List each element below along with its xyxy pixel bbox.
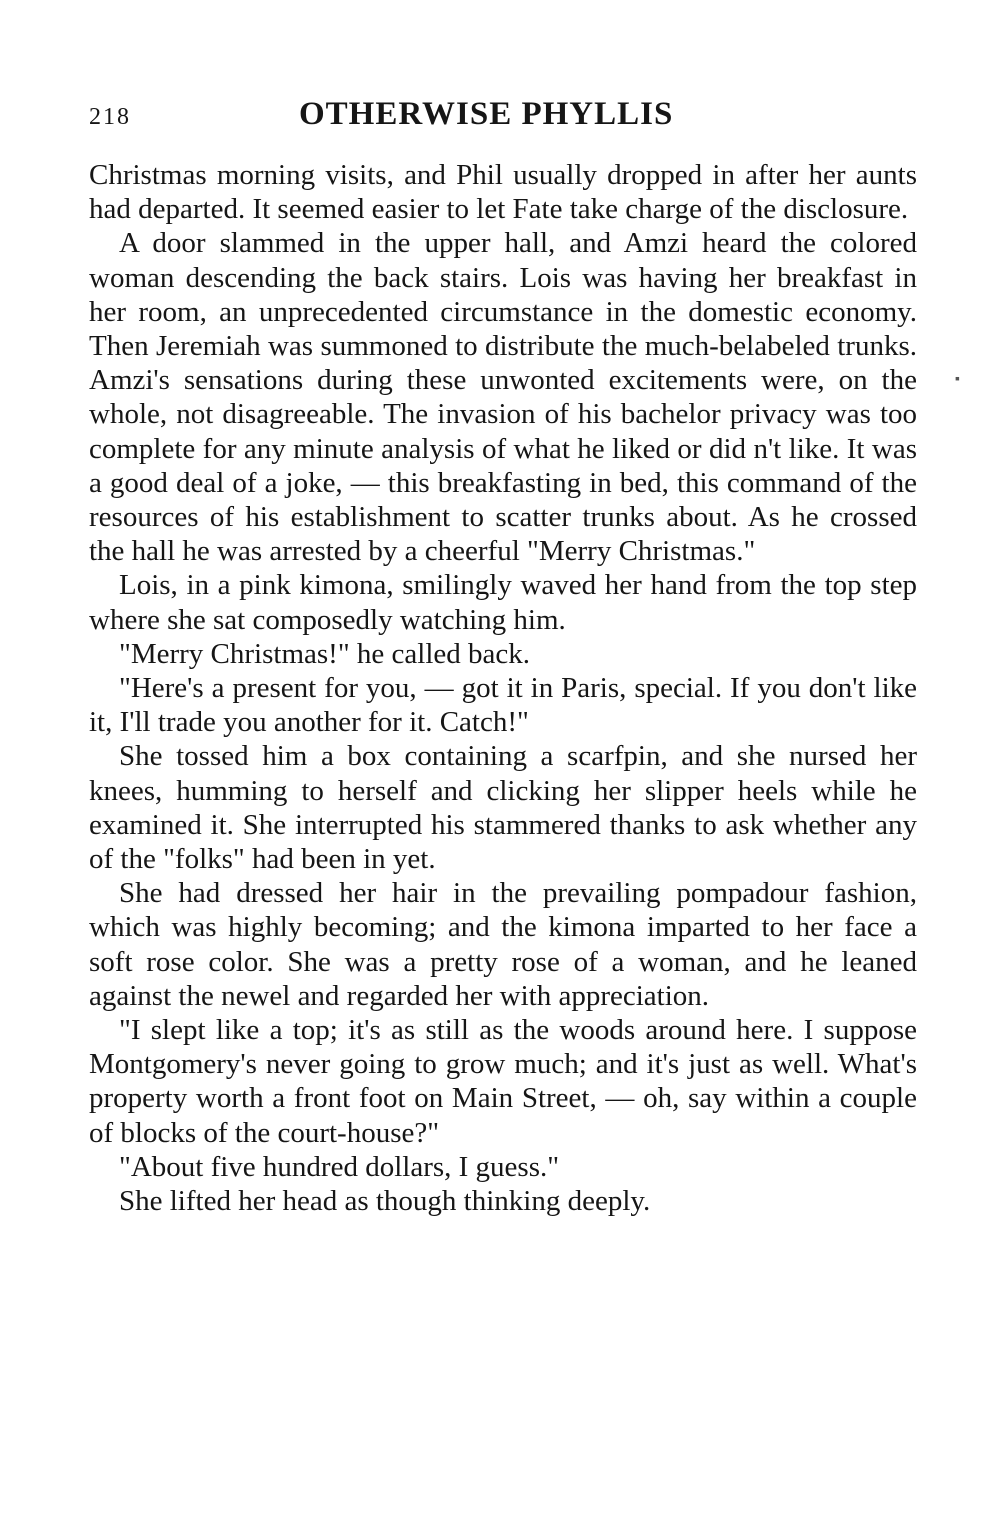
scan-speck: ▪ [955,372,960,387]
paragraph: "About five hundred dollars, I guess." [119,1150,560,1183]
paragraph: A door slammed in the upper hall, and Amzi heard the colored woman descending the back stairs. Lois was having her breakfast in her room, an unprecedented circumstance in the domestic economy. Then Jeremiah was summoned to distribute the much-belabeled trunks. Amzi's sensations during these unwonted excitements were, on the whole, not disagreeable. The invasion of his bachelor privacy was too complete for any minute analysis of what he liked or did n't like. It was a good deal of a joke, — this breakfasting in bed, this command of the resources of his establishment to scatter trunks about. As he crossed the hall he was arrested by a cheerful "Merry Christmas." [89,227,917,568]
paragraph: She tossed him a box containing a scarfpin, and she nursed her knees, humming to herself and clicking her slipper heels while he examined it. She interrupted his stammered thanks to ask whether any of the "folks" had been in yet. [89,740,917,876]
paragraph: She had dressed her hair in the prevailing pompadour fashion, which was highly becoming; and the kimona imparted to her face a soft rose color. She was a pretty rose of a woman, and he leaned against the newel and regarded her with appreciation. [89,877,917,1012]
paragraph: "Merry Christmas!" he called back. [119,637,531,670]
running-title: OTHERWISE PHYLLIS [299,96,674,132]
paragraph: "I slept like a top; it's as still as the woods around here. I suppose Montgomery's never going to grow much; and it's just as well. What's property worth a front foot on Main Street, — oh, say within a couple of blocks of the court-house?" [89,1014,917,1149]
page-header [89,96,919,140]
body-text [89,158,917,1218]
paragraph: Christmas morning visits, and Phil usually dropped in after her aunts had departed. It seemed easier to let Fate take charge of the disclosure. [89,159,917,226]
paragraph: "Here's a present for you, — got it in Paris, special. If you don't like it, I'll trade you another for it. Catch!" [89,672,917,739]
paragraph: She lifted her head as though thinking deeply. [119,1185,651,1218]
paragraph: Lois, in a pink kimona, smilingly waved her hand from the top step where she sat composedly watching him. [89,569,917,636]
page-number: 218 [89,104,131,130]
